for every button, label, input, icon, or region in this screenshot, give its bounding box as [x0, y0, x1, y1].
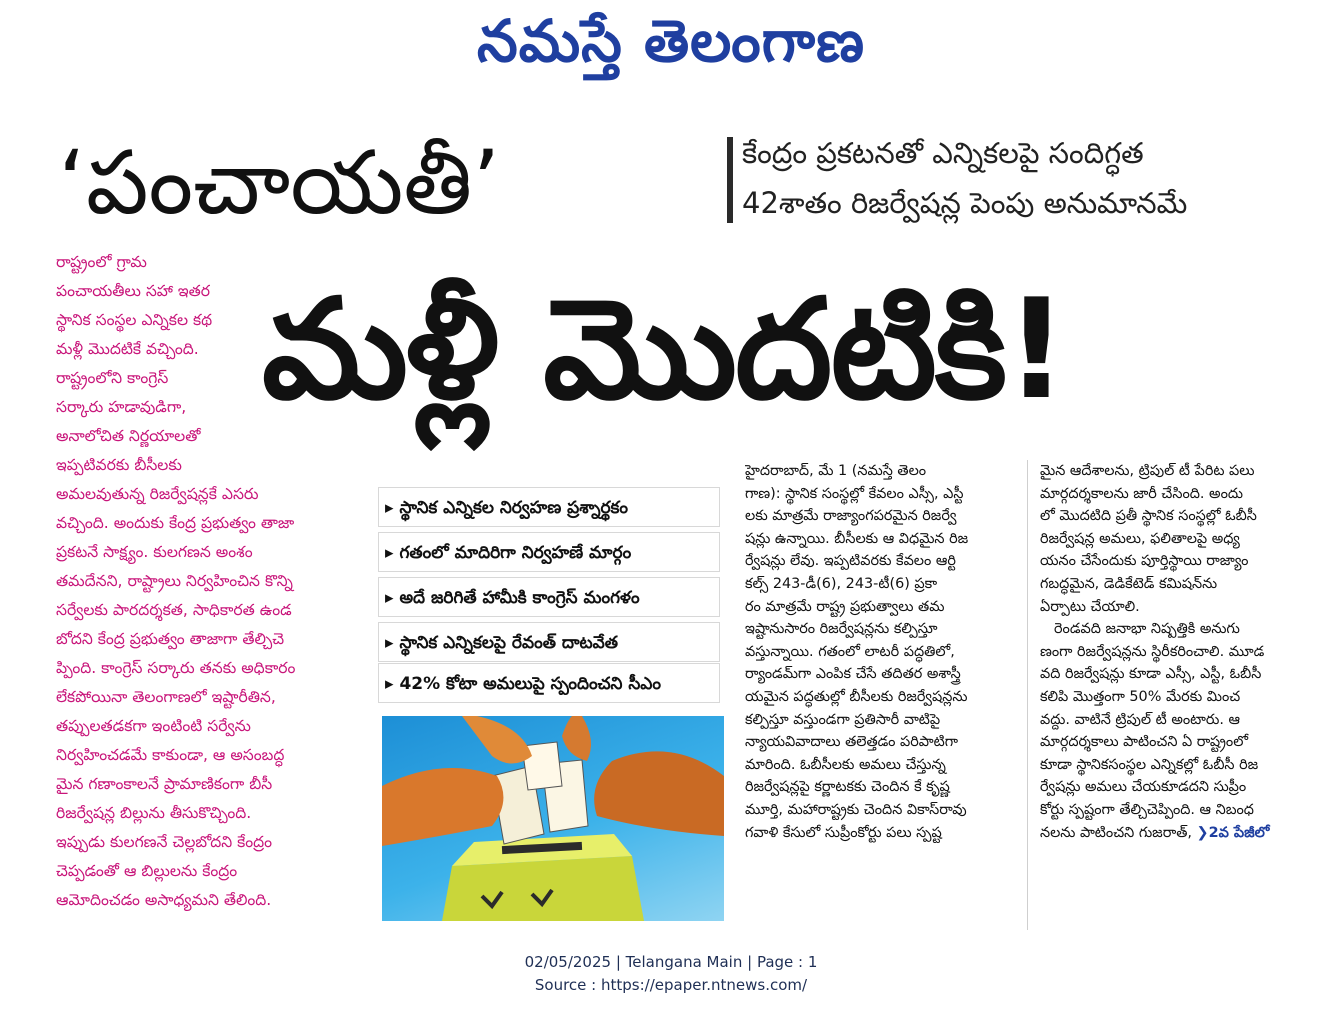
- column-line: మైన ఆదేశాలను, ట్రిపుల్ టీ పేరిట పలు: [1040, 463, 1255, 479]
- lead-line: చెప్పడంతో ఆ బిల్లులను కేంద్రం: [56, 862, 238, 880]
- article-column-3: [1040, 460, 1308, 844]
- column-line: రిజర్వేషన్ల అమలు, ఫలితాలపై అధ్య: [1040, 530, 1240, 547]
- lead-line: నిర్వహించడమే కాకుండా, ఆ అసంబద్ధ: [56, 746, 285, 764]
- lead-line: ఆమోదించడం అసాధ్యమని తేలింది.: [56, 891, 272, 909]
- lead-line: మైన గణాంకాలనే ప్రామాణికంగా బీసీ: [56, 775, 273, 793]
- lead-line: బోదని కేంద్ర ప్రభుత్వం తాజాగా తేల్చిచె: [56, 630, 285, 648]
- pull-quote-5: ▸ 42% కోటా అమలుపై స్పందించని సీఎం: [378, 663, 720, 703]
- column-line: కల్స్ 243-డీ(6), 243-టీ(6) ప్రకా: [745, 575, 938, 592]
- pull-quote-text: స్థానిక ఎన్నికలపై రేవంత్ దాటవేత: [399, 633, 618, 653]
- ballot-box-illustration: [382, 716, 724, 921]
- subhead-2: 42శాతం రిజర్వేషన్ల పెంపు అనుమానమే: [742, 186, 1188, 220]
- pull-quote-text: స్థానిక ఎన్నికల నిర్వహణ ప్రశ్నార్థకం: [399, 498, 629, 518]
- lead-line: రిజర్వేషన్ల బిల్లును తీసుకొచ్చింది.: [56, 804, 252, 822]
- column-line: ర్యాండమ్‌గా ఎంపిక చేసే తదితర అశాస్త్రీ: [745, 666, 961, 683]
- column-line: గబద్ధమైన, డెడికేటెడ్ కమిషన్‌ను: [1040, 575, 1218, 592]
- column-line: హైదరాబాద్, మే 1 (నమస్తే తెలం: [745, 463, 927, 479]
- lead-line: ప్పింది. కాంగ్రెస్ సర్కారు తనకు అధికారం: [56, 659, 296, 677]
- lead-line: రాష్ట్రంలోని కాంగ్రెస్: [56, 369, 169, 387]
- column-line: మార్గదర్శకాలను జారీ చేసింది. అందు: [1040, 485, 1244, 502]
- column-line: యనం చేసేందుకు పూర్తిస్థాయి రాజ్యాం: [1040, 553, 1249, 570]
- column-last-line: [1040, 822, 1308, 845]
- column-line: కలిపి మొత్తంగా 50% మేరకు మించ: [1040, 688, 1241, 705]
- column-line: ణంగా రిజర్వేషన్లను స్థిరీకరించాలి. మూడ: [1040, 643, 1265, 660]
- lead-paragraph: [56, 250, 331, 930]
- pull-quote-text: 42% కోటా అమలుపై స్పందించని సీఎం: [399, 674, 662, 694]
- lead-line: స్థానిక సంస్థల ఎన్నికల కథ: [56, 311, 213, 329]
- column-line: ర్వేషన్లు అమలు చేయకూడదని సుప్రీం: [1040, 779, 1247, 796]
- column-line: మారింది. ఓబీసీలకు అమలు చేస్తున్న: [745, 756, 946, 773]
- column-line: లకు మాత్రమే రాజ్యాంగపరమైన రిజర్వే: [745, 508, 957, 525]
- pull-quote-3: ▸ అదే జరిగితే హామీకి కాంగ్రెస్ మంగళం: [378, 577, 720, 617]
- lead-line: ఇప్పుడు కులగణనే చెల్లబోదని కేంద్రం: [56, 833, 273, 851]
- kicker-title: ‘పంచాయతీ’: [58, 131, 501, 234]
- main-headline: మళ్లీ మొదటికి!: [262, 269, 1066, 430]
- lead-line: ఇప్పటివరకు బీసీలకు: [56, 456, 182, 474]
- lead-line: పంచాయతీలు సహా ఇతర: [56, 282, 210, 300]
- column-line: షన్లు ఉన్నాయి. బీసీలకు ఆ విధమైన రిజ: [745, 530, 969, 547]
- article-column-2: [745, 460, 1013, 844]
- column-line: ర్వేషన్లు లేవు. ఇప్పటివరకు కేవలం ఆర్టి: [745, 553, 956, 570]
- lead-line: ప్రకటనే సాక్ష్యం. కులగణన అంశం: [56, 543, 253, 561]
- column-line: లో మొదటిది ప్రతీ స్థానిక సంస్థల్లో ఓబీసీ: [1040, 508, 1257, 525]
- column-line: యమైన పద్ధతుల్లో బీసీలకు రిజర్వేషన్లను: [745, 688, 968, 705]
- pull-quote-text: అదే జరిగితే హామీకి కాంగ్రెస్ మంగళం: [399, 588, 640, 608]
- lead-line: లేకపోయినా తెలంగాణలో ఇష్టారీతిన,: [56, 688, 276, 706]
- subhead-1: కేంద్రం ప్రకటనతో ఎన్నికలపై సందిగ్ధత: [742, 136, 1144, 170]
- subhead-divider: [727, 137, 733, 223]
- pull-quote-2: ▸ గతంలో మాదిరిగా నిర్వహణే మార్గం: [378, 532, 720, 572]
- continuation-text: 2వ పేజీలో: [1208, 824, 1270, 841]
- lead-line: వచ్చింది. అందుకు కేంద్ర ప్రభుత్వం తాజా: [56, 514, 295, 532]
- lead-line: సర్కారు హడావుడిగా,: [56, 398, 187, 416]
- lead-line: తమదేనని, రాష్ట్రాలు నిర్వహించిన కొన్ని: [56, 572, 293, 590]
- column-line: రిజర్వేషన్లపై కర్ణాటకకు చెందిన కే కృష్ణ: [745, 779, 950, 796]
- continuation-link[interactable]: ❯2వ పేజీలో: [1196, 824, 1270, 841]
- lead-line: మళ్లీ మొదటికే వచ్చింది.: [56, 340, 199, 358]
- column-divider: [1027, 460, 1028, 930]
- column-line: ఏర్పాటు చేయాలి.: [1040, 598, 1140, 615]
- pull-quote-text: గతంలో మాదిరిగా నిర్వహణే మార్గం: [399, 543, 632, 563]
- lead-line: తప్పులతడకగా ఇంటింటి సర్వేను: [56, 717, 251, 735]
- column-line: ఇష్టానుసారం రిజర్వేషన్లను కల్పిస్తూ: [745, 621, 938, 638]
- column-line: వది రిజర్వేషన్లు కూడా ఎస్సీ, ఎస్టీ, ఓబీసీ: [1040, 666, 1262, 683]
- lead-line: సర్వేలకు పారదర్శకత, సాధికారత ఉండ: [56, 601, 292, 619]
- column-line: రం మాత్రమే రాష్ట్ర ప్రభుత్వాలు తమ: [745, 598, 945, 615]
- ballot-box-icon: [382, 716, 724, 921]
- column-line: మూర్తి, మహారాష్ట్రకు చెందిన వికాస్‌రావు: [745, 801, 967, 818]
- lead-line: రాష్ట్రంలో గ్రామ: [56, 253, 147, 271]
- column-line: న్యాయవివాదాలు తలెత్తడం పరిపాటిగా: [745, 734, 958, 751]
- column-line: నలను పాటించని గుజరాత్,: [1040, 824, 1192, 841]
- column-line: గవాళి కేసులో సుప్రీంకోర్టు పలు స్పష్ట: [745, 824, 942, 841]
- lead-line: అమలవుతున్న రిజర్వేషన్లకే ఎసరు: [56, 485, 259, 503]
- footer-edition: 02/05/2025 | Telangana Main | Page : 1: [524, 953, 818, 971]
- pull-quote-1: ▸ స్థానిక ఎన్నికల నిర్వహణ ప్రశ్నార్థకం: [378, 487, 720, 527]
- footer-source: Source : https://epaper.ntnews.com/: [534, 976, 808, 994]
- column-line: గాణ): స్థానిక సంస్థల్లో కేవలం ఎస్సీ, ఎస్టీ: [745, 485, 964, 502]
- column-line: వస్తున్నాయి. గతంలో లాటరీ పద్ధతిలో,: [745, 643, 955, 660]
- column-line: మార్గదర్శకాలు పాటించని ఏ రాష్ట్రంలో: [1040, 734, 1249, 751]
- column-line: కోర్టు స్పష్టంగా తేల్చిచెప్పింది. ఆ నిబంధ: [1040, 801, 1254, 818]
- pull-quote-4: ▸ స్థానిక ఎన్నికలపై రేవంత్ దాటవేత: [378, 622, 720, 662]
- column-line: కూడా స్థానికసంస్థల ఎన్నికల్లో ఓబీసీ రిజ: [1040, 756, 1259, 773]
- masthead-logo: నమస్తే తెలంగాణ: [477, 7, 865, 75]
- column-line: కల్పిస్తూ వస్తుండగా ప్రతిసారీ వాటిపై: [745, 711, 941, 728]
- lead-line: అనాలోచిత నిర్ణయాలతో: [56, 427, 201, 445]
- column-line: వద్దు. వాటినే ట్రిపుల్ టీ అంటారు. ఆ: [1040, 711, 1241, 728]
- column-line: రెండవది జనాభా నిష్పత్తికి అనుగు: [1054, 621, 1240, 638]
